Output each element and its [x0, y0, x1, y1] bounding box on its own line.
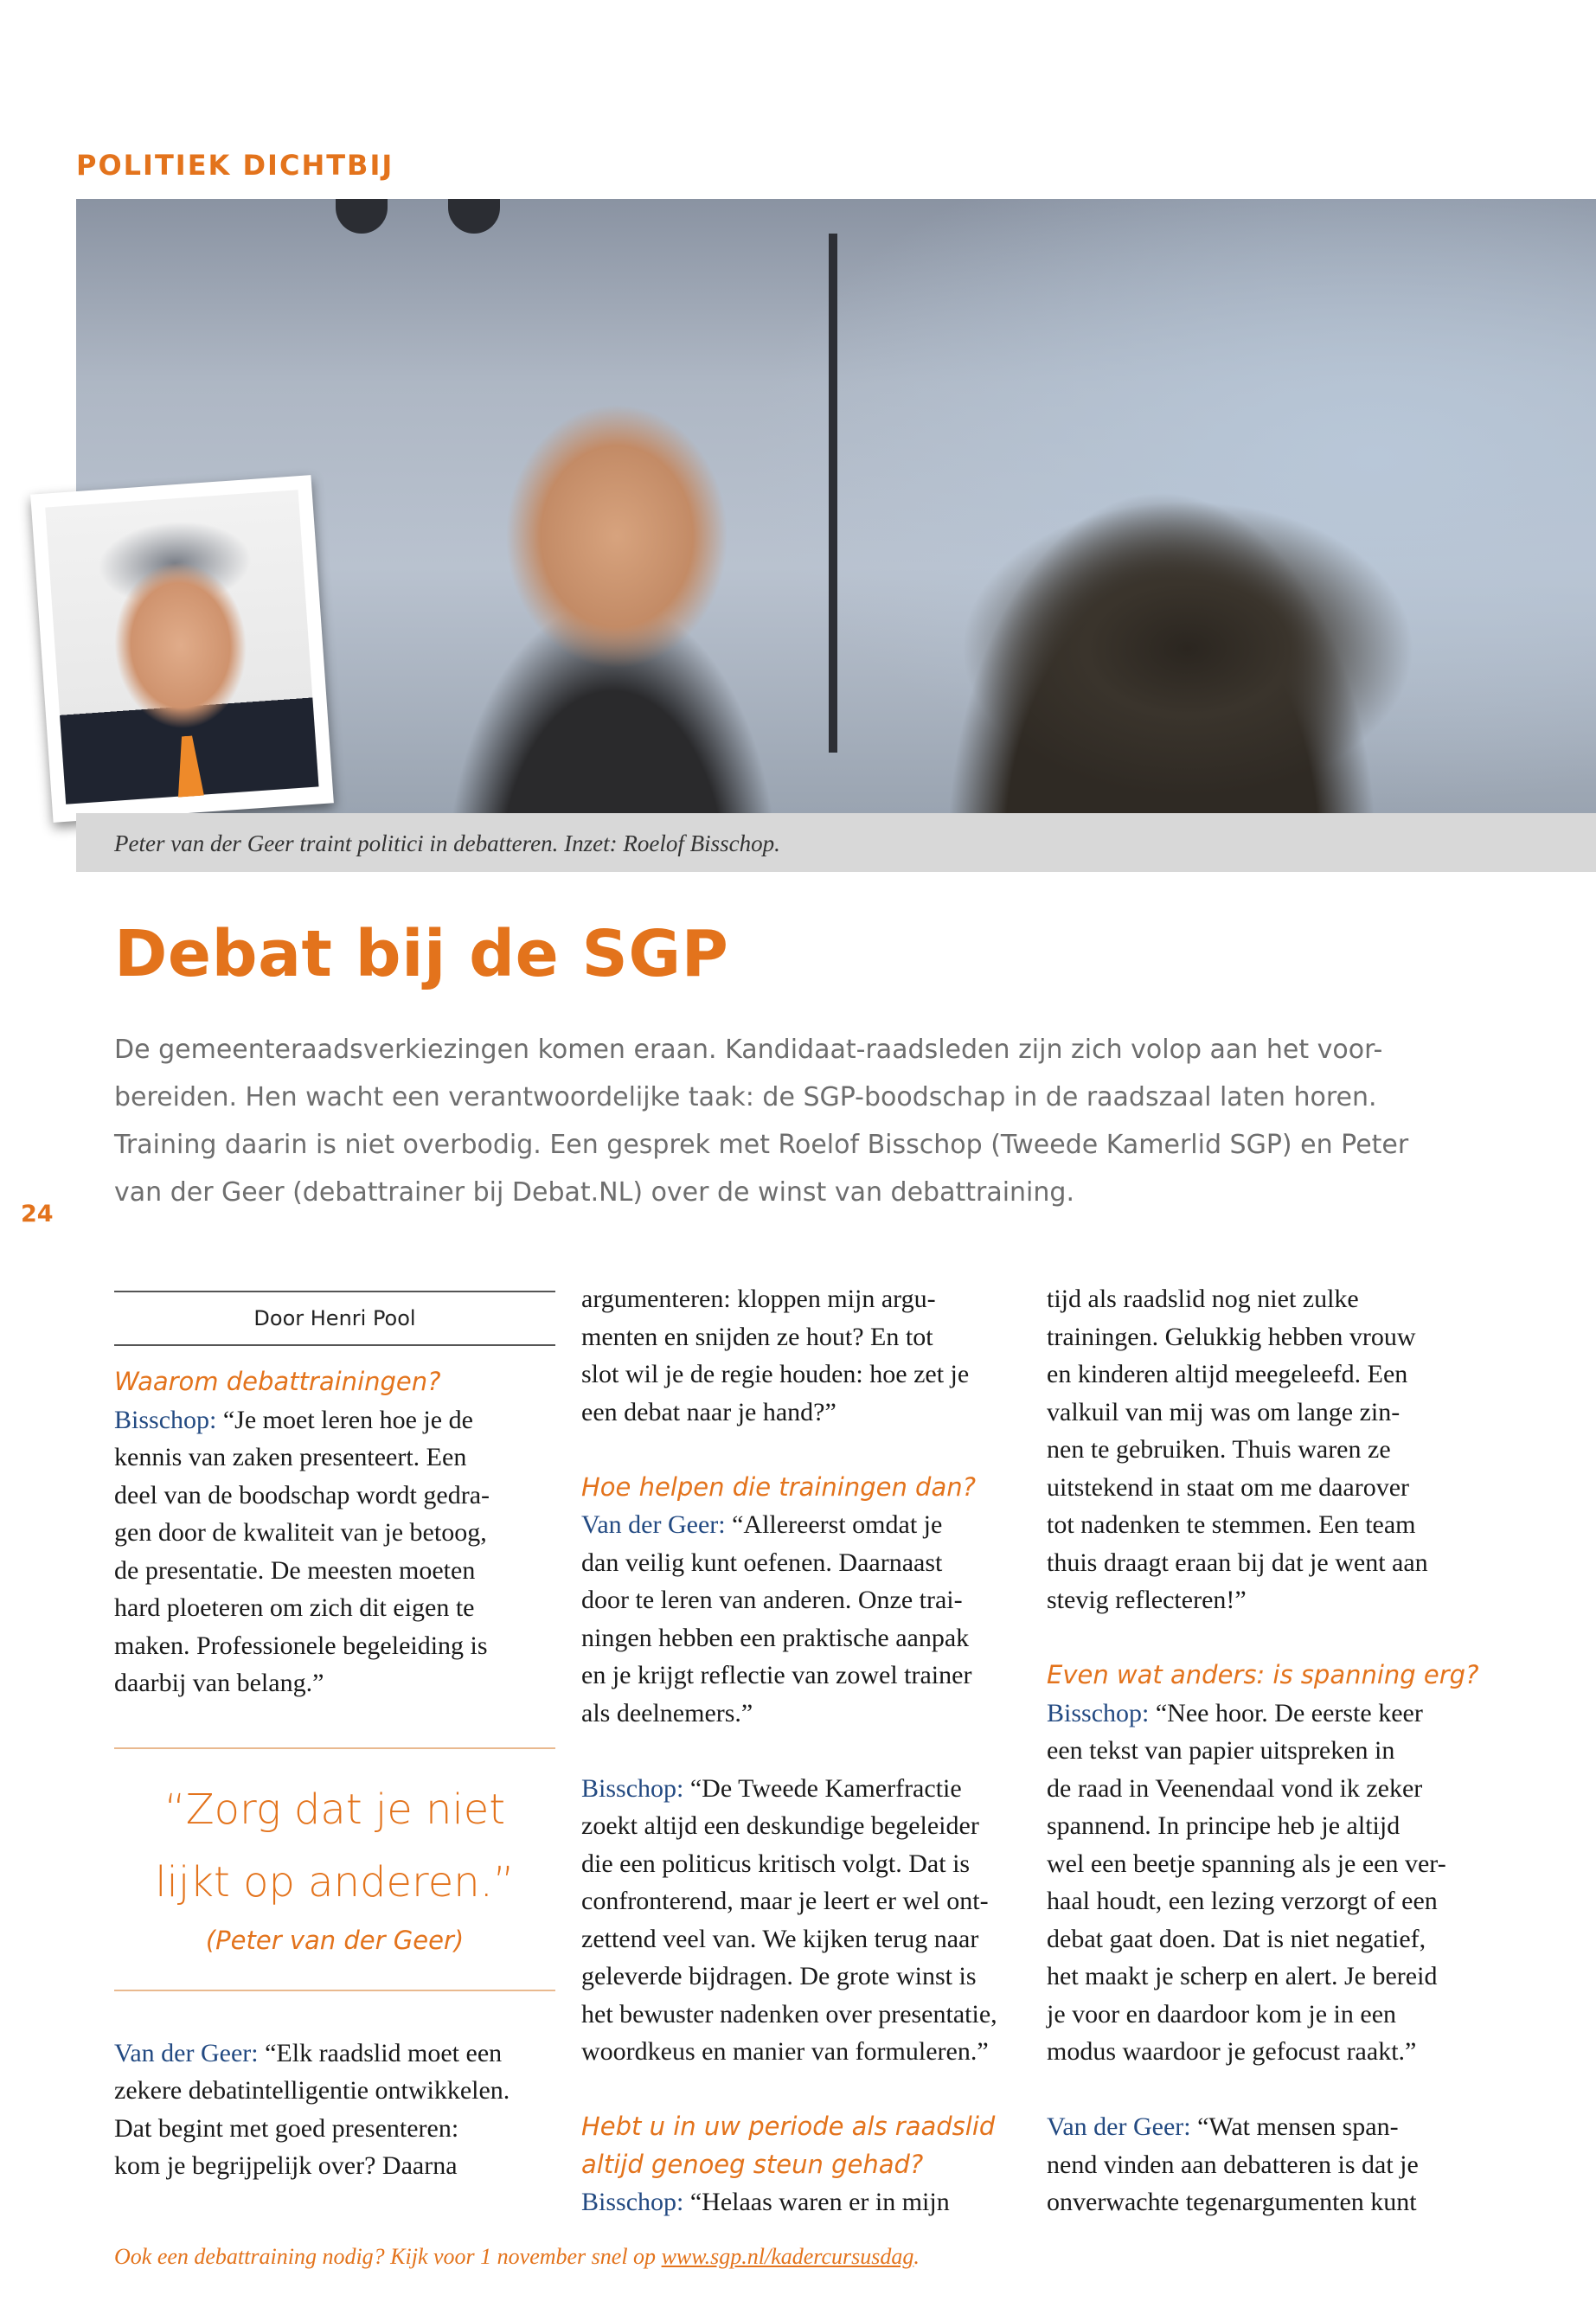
answer-line: de raad in Veenendaal vond ik zeker: [1047, 1773, 1423, 1803]
answer-text: “Nee hoor. De eerste keer: [1149, 1698, 1423, 1727]
answer-line: tijd als raadslid nog niet zulke: [1047, 1285, 1359, 1313]
question-heading: Waarom debattrainingen?: [114, 1367, 441, 1396]
photo-caption: Peter van der Geer traint politici in debatteren. Inzet: Roelof Bisschop.: [114, 830, 780, 856]
answer-paragraph: [581, 1506, 1022, 1732]
continued-paragraph: [581, 1280, 1022, 1431]
pull-quote-line: lijkt op anderen.”: [155, 1857, 515, 1907]
inset-portrait-photo: [30, 475, 334, 823]
question-heading: Hoe helpen die trainingen dan?: [581, 1471, 976, 1502]
text-column-1: [114, 1280, 555, 2185]
answer-line: uitstekend in staat om me daarover: [1047, 1472, 1410, 1502]
question-heading: Hebt u in uw periode als raadslid: [581, 2112, 996, 2141]
answer-line: wel een beetje spanning als je een ver-: [1047, 1849, 1446, 1878]
answer-line: een tekst van papier uitspreken in: [1047, 1736, 1395, 1765]
lead-line: Training daarin is niet overbodig. Een gesprek met Roelof Bisschop (Tweede Kamerlid SGP) en Peter: [114, 1130, 1409, 1160]
answer-paragraph: [1047, 2108, 1488, 2221]
answer-line: en kinderen altijd meegeleefd. Een: [1047, 1360, 1408, 1388]
answer-line: maken. Professionele begeleiding is: [114, 1631, 488, 1660]
answer-paragraph: [1047, 1695, 1488, 2071]
answer-line: daarbij van belang.”: [114, 1669, 324, 1697]
speaker-name: Bisschop:: [1047, 1698, 1150, 1727]
answer-line: menten en snijden ze hout? En tot: [581, 1322, 933, 1351]
answer-paragraph: [581, 1770, 1022, 2071]
footer-link[interactable]: www.sgp.nl/kadercursusdag: [661, 2244, 914, 2269]
answer-line: Dat begint met goed presenteren:: [114, 2113, 459, 2143]
footer-text: Ook een debattraining nodig? Kijk voor 1 november snel op: [114, 2244, 662, 2269]
answer-line: trainingen. Gelukkig hebben vrouw: [1047, 1322, 1416, 1351]
answer-line: zoekt altijd een deskundige begeleider: [581, 1811, 979, 1840]
lead-line: bereiden. Hen wacht een verantwoordelijke taak: de SGP-boodschap in de raadszaal laten horen.: [114, 1082, 1377, 1112]
answer-line: haal houdt, een lezing verzorgt of een: [1047, 1887, 1438, 1915]
answer-paragraph: [581, 2183, 1022, 2221]
footer-end: .: [913, 2244, 920, 2269]
lead-line: van der Geer (debattrainer bij Debat.NL) over de winst van debattraining.: [114, 1177, 1074, 1208]
answer-text: “Allereerst omdat je: [725, 1510, 943, 1539]
answer-line: stevig reflecteren!”: [1047, 1586, 1247, 1614]
answer-text: “Je moet leren hoe je de: [216, 1405, 473, 1434]
answer-line: je voor en daardoor kom je in een: [1047, 1999, 1397, 2029]
answer-line: nend vinden aan debatteren is dat je: [1047, 2150, 1419, 2179]
page-number: 24: [21, 1201, 54, 1227]
question-heading: Even wat anders: is spanning erg?: [1047, 1660, 1479, 1689]
question-heading: altijd genoeg steun gehad?: [581, 2149, 924, 2179]
answer-line: als deelnemers.”: [581, 1698, 753, 1727]
footer-note: [114, 2244, 920, 2270]
answer-line: de presentatie. De meesten moeten: [114, 1555, 476, 1585]
answer-line: debat gaat doen. Dat is niet negatief,: [1047, 1924, 1426, 1953]
speaker-name: Bisschop:: [581, 2188, 684, 2216]
answer-line: hard ploeteren om zich dit eigen te: [114, 1593, 475, 1622]
answer-line: die een politicus kritisch volgt. Dat is: [581, 1849, 971, 1878]
answer-text: “Helaas waren er in mijn: [683, 2188, 950, 2216]
answer-line: deel van de boodschap wordt gedra-: [114, 1480, 490, 1509]
answer-text: “Elk raadslid moet een: [258, 2038, 503, 2067]
byline-box: [114, 1291, 555, 1346]
answer-line: een debat naar je hand?”: [581, 1397, 836, 1426]
answer-line: zekere debatintelligentie ontwikkelen.: [114, 2076, 510, 2105]
speaker-name: Van der Geer:: [581, 1510, 726, 1539]
answer-line: geleverde bijdragen. De grote winst is: [581, 1962, 977, 1990]
answer-text: “De Tweede Kamerfractie: [683, 1773, 962, 1803]
answer-line: woordkeus en manier van formuleren.”: [581, 2037, 989, 2066]
answer-line: en je krijgt reflectie van zowel trainer: [581, 1661, 972, 1689]
answer-line: onverwachte tegenargumenten kunt: [1047, 2188, 1417, 2216]
portrait-image: [45, 490, 318, 804]
answer-line: argumenteren: kloppen mijn argu-: [581, 1285, 936, 1313]
answer-line: gen door de kwaliteit van je betoog,: [114, 1518, 487, 1547]
section-label: POLITIEK DICHTBIJ: [76, 149, 394, 182]
pull-quote: [114, 1747, 555, 1991]
answer-paragraph: [114, 1401, 555, 1702]
answer-line: valkuil van mij was om lange zin-: [1047, 1397, 1401, 1426]
answer-line: dan veilig kunt oefenen. Daarnaast: [581, 1548, 943, 1577]
answer-line: kom je begrijpelijk over? Daarna: [114, 2151, 458, 2180]
answer-line: zettend veel van. We kijken terug naar: [581, 1924, 979, 1953]
answer-line: ningen hebben een praktische aanpak: [581, 1623, 970, 1652]
speaker-name: Van der Geer:: [114, 2038, 259, 2067]
article-headline: Debat bij de SGP: [114, 917, 729, 991]
light-stand: [829, 234, 837, 753]
answer-text: “Wat mensen span-: [1190, 2112, 1399, 2141]
answer-line: het maakt je scherp en alert. Je bereid: [1047, 1962, 1438, 1990]
article-lead: [114, 1026, 1409, 1216]
answer-line: door te leren van anderen. Onze trai-: [581, 1586, 963, 1614]
answer-line: tot nadenken te stemmen. Een team: [1047, 1510, 1416, 1539]
answer-line: thuis draagt eraan bij dat je went aan: [1047, 1548, 1428, 1577]
answer-line: spannend. In principe heb je altijd: [1047, 1811, 1401, 1840]
answer-line: nen te gebruiken. Thuis waren ze: [1047, 1435, 1391, 1464]
stage-light: [448, 199, 500, 234]
orange-tie: [174, 735, 204, 798]
pull-quote-attribution: (Peter van der Geer): [205, 1925, 465, 1955]
text-column-2: [581, 1280, 1022, 2221]
pull-quote-line: “Zorg dat je niet: [163, 1785, 506, 1834]
speaker-name: Bisschop:: [114, 1405, 217, 1434]
answer-line: modus waardoor je gefocust raakt.”: [1047, 2037, 1417, 2066]
speaker-name: Bisschop:: [581, 1773, 684, 1803]
answer-line: kennis van zaken presenteert. Een: [114, 1443, 467, 1471]
answer-line: confronterend, maar je leert er wel ont-: [581, 1887, 989, 1915]
speaker-name: Van der Geer:: [1047, 2112, 1191, 2141]
lead-line: De gemeenteraadsverkiezingen komen eraan. Kandidaat-raadsleden zijn zich volop aan het voor-: [114, 1035, 1383, 1065]
answer-paragraph: [114, 2035, 555, 2185]
continued-paragraph: [1047, 1280, 1488, 1619]
text-column-3: [1047, 1280, 1488, 2221]
answer-line: slot wil je de regie houden: hoe zet je: [581, 1360, 970, 1388]
stage-light: [336, 199, 388, 234]
byline: Door Henri Pool: [253, 1306, 416, 1330]
answer-line: het bewuster nadenken over presentatie,: [581, 1999, 997, 2029]
